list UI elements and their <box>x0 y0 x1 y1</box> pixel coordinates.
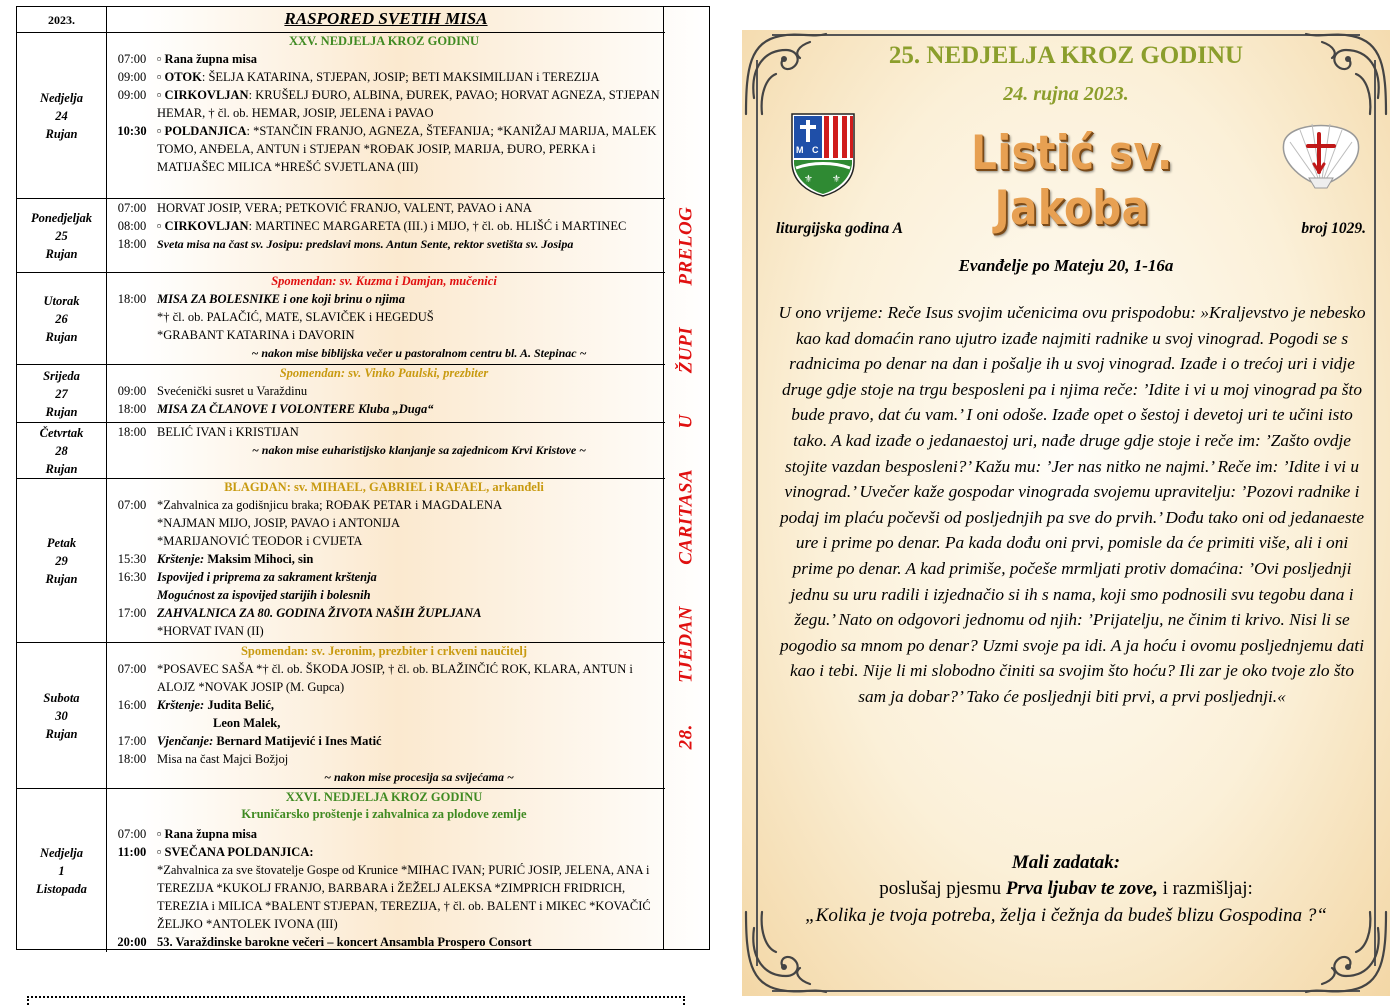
mass-time: 18:00 <box>117 237 147 251</box>
mass-time: 10:30 <box>117 124 147 138</box>
day-month: Rujan <box>45 571 78 586</box>
mass-time: 18:00 <box>117 402 147 416</box>
mass-time <box>107 308 157 326</box>
day-month: Rujan <box>45 461 78 476</box>
mass-row <box>107 122 661 176</box>
day-sunday-1 <box>17 789 665 952</box>
schedule-year: 2023. <box>17 7 107 32</box>
mass-time: 18:00 <box>117 292 147 306</box>
svg-text:⚜: ⚜ <box>804 174 813 185</box>
mass-time: 07:00 <box>117 662 147 676</box>
mass-text: Leon Malek, <box>213 716 281 730</box>
mass-row <box>107 532 661 550</box>
svg-text:⚜: ⚜ <box>832 174 841 185</box>
mass-text: MISA ZA BOLESNIKE i one koji brinu o njima <box>157 292 405 306</box>
mass-time: 18:00 <box>117 425 147 439</box>
task-title: Mali zadatak: <box>1011 852 1121 873</box>
mass-time: 17:00 <box>117 734 147 748</box>
day-monday-25 <box>17 199 665 273</box>
mass-time <box>107 586 157 604</box>
mass-row <box>107 68 661 86</box>
scallop-shell-icon <box>1278 112 1364 192</box>
mass-text: *† čl. ob. PALAČIĆ, MATE, SLAVIČEK i HEGEDUŠ <box>157 310 434 324</box>
frame-edge-bottom <box>772 990 1360 992</box>
day-date: 28 <box>55 443 68 458</box>
day-name: Ponedjeljak <box>30 210 93 225</box>
mass-time <box>107 532 157 550</box>
mass-text: HORVAT JOSIP, VERA; PETKOVIĆ FRANJO, VALENT, PAVAO i ANA <box>157 201 532 215</box>
mass-text <box>157 122 661 176</box>
mass-time: 08:00 <box>117 219 147 233</box>
mass-row <box>107 732 661 750</box>
day-name: Petak <box>46 535 77 550</box>
event-names: Maksim Mihoci, sin <box>207 552 314 566</box>
mass-text <box>157 696 661 714</box>
mass-row <box>107 217 661 235</box>
mass-row <box>107 604 661 622</box>
mass-place: ▫ OTOK <box>157 70 202 84</box>
mass-time: 20:00 <box>117 935 147 949</box>
day-thursday-28 <box>17 423 665 479</box>
day-date: 24 <box>55 108 68 123</box>
mass-text: Mogućnost za ispovijed starijih i bolesnih <box>157 588 371 602</box>
mass-row <box>107 514 661 532</box>
event-names: Judita Belić, <box>207 698 275 712</box>
caritas-week-banner <box>663 7 709 949</box>
mass-time: 07:00 <box>117 201 147 215</box>
day-label <box>17 273 107 364</box>
mass-row <box>107 441 661 459</box>
day-label <box>17 643 107 788</box>
coat-letter: C <box>812 145 819 155</box>
day-entries <box>107 273 665 364</box>
day-name: Utorak <box>43 293 80 308</box>
mass-time: 09:00 <box>117 88 147 102</box>
day-month: Rujan <box>45 329 78 344</box>
mass-note: ~ nakon mise procesija sa svijećama ~ <box>324 770 514 784</box>
mass-text: Ispovijed i priprema za sakrament krštenja <box>157 570 377 584</box>
feast-title: Spomendan: sv. Jeronim, prezbiter i crkveni naučitelj <box>240 644 528 658</box>
mass-text: Svećenički susret u Varaždinu <box>157 384 308 398</box>
day-month: Rujan <box>45 246 78 261</box>
mass-time <box>107 861 157 933</box>
mass-time: 07:00 <box>117 498 147 512</box>
mass-row <box>107 933 661 951</box>
mass-row <box>107 423 661 441</box>
mass-time <box>107 768 157 786</box>
bulletin-date: 24. rujna 2023. <box>1003 83 1129 105</box>
mass-text: ZAHVALNICA ZA 80. GODINA ŽIVOTA NAŠIH ŽUPLJANA <box>157 606 482 620</box>
day-date: 25 <box>55 228 68 243</box>
mass-row <box>107 768 661 786</box>
mass-row <box>107 714 661 732</box>
mass-note: ~ nakon mise biblijska večer u pastoralnom centru bl. A. Stepinac ~ <box>251 346 587 360</box>
day-month: Listopada <box>36 881 87 896</box>
mass-intentions: : MARTINEC MARGARETA (III.) i MIJO, † čl. ob. HLIŠĆ i MARTINEC <box>248 219 627 233</box>
mass-intentions: : KRUŠELJ ĐURO, ALBINA, ĐUREK, PAVAO; HORVAT AGNEZA, STJEPAN HEMAR, † čl. ob. HEMAR, JOSIP, JELENA i PAVAO <box>157 88 660 120</box>
mass-time: 07:00 <box>117 52 147 66</box>
mass-time <box>107 344 157 362</box>
mass-row <box>107 843 661 861</box>
mass-time: 09:00 <box>117 384 147 398</box>
day-entries <box>107 423 665 478</box>
mass-row <box>107 496 661 514</box>
day-date: 27 <box>55 386 68 401</box>
mass-text <box>157 550 661 568</box>
mass-time <box>107 326 157 344</box>
mass-text: Sveta misa na čast sv. Josipu: predslavi mons. Antun Sente, rektor svetišta sv. Josipa <box>157 237 574 251</box>
dotted-frame <box>27 996 685 1006</box>
mass-time <box>107 622 157 640</box>
schedule-grid <box>17 7 665 949</box>
day-entries <box>107 365 665 422</box>
event-names: Bernard Matijević i Ines Matić <box>216 734 382 748</box>
day-label <box>17 479 107 642</box>
mass-time: 11:00 <box>117 845 147 859</box>
mass-text: *NAJMAN MIJO, JOSIP, PAVAO i ANTONIJA <box>157 516 400 530</box>
mass-row <box>107 86 661 122</box>
mass-text <box>157 68 661 86</box>
mass-time: 07:00 <box>117 827 147 841</box>
mass-place: ▫ CIRKOVLJAN <box>157 219 249 233</box>
mass-intentions: : *STANČIN FRANJO, AGNEZA, ŠTEFANIJA; *KANIŽAJ MARIJA, MALEK TOMO, ANĐELA, ANTUN i STJEPAN *ROĐAK JOSIP, MARIJA, ĐURO, PERKA i MATIJAŠEC MILICA *HREŠĆ SVJETLANA (III) <box>157 124 657 174</box>
mass-row <box>107 326 661 344</box>
gospel-reference: Evanđelje po Mateju 20, 1-16a <box>958 256 1174 275</box>
mass-text: ▫ SVEČANA POLDANJICA: <box>157 845 314 859</box>
day-label <box>17 365 107 422</box>
mass-row <box>107 750 661 768</box>
mass-text: BELIĆ IVAN i KRISTIJAN <box>157 425 299 439</box>
day-date: 30 <box>55 708 68 723</box>
feast-title: XXV. NEDJELJA KROZ GODINU <box>288 34 480 48</box>
feast-title: XXVI. NEDJELJA KROZ GODINU <box>285 790 483 804</box>
mass-schedule-table <box>16 6 710 950</box>
schedule-title: RASPORED SVETIH MISA <box>284 9 488 28</box>
mass-time <box>107 441 157 459</box>
mass-row <box>107 400 661 418</box>
day-entries <box>107 479 665 642</box>
frame-edge-left <box>756 60 758 966</box>
task-line <box>742 878 1390 900</box>
event-type: Vjenčanje: <box>157 734 214 748</box>
day-month: Rujan <box>45 726 78 741</box>
mass-text <box>157 732 661 750</box>
day-entries <box>107 199 665 272</box>
day-date: 29 <box>55 553 68 568</box>
schedule-header <box>17 7 665 33</box>
day-month: Rujan <box>45 404 78 419</box>
mass-text: *HORVAT IVAN (II) <box>157 624 264 638</box>
coat-of-arms-icon <box>790 112 856 198</box>
mass-text: *MARIJANOVIĆ TEODOR i CVIJETA <box>157 534 363 548</box>
task-pre: poslušaj pjesmu <box>879 878 1006 899</box>
mass-row <box>107 622 661 640</box>
frame-edge-right <box>1374 60 1376 966</box>
mass-text: *Zahvalnica za sve štovatelje Gospe od Krunice *MIHAC IVAN; PURIĆ JOSIP, JELENA, ANA i TEREZIJA *KUKOLJ FRANJO, BARBARA i ŽEŽELJ ALEKSA *ZIMPRICH FRIDRICH, TEREZIA i MILICA *BALENT STJEPAN, TEREZIJA, † čl. ob. BALENT i MIKEC *KOVAČIĆ ŽELJKO *ANTOLEK IVONA (III) <box>157 863 651 931</box>
day-name: Nedjelja <box>39 90 84 105</box>
mass-text: Misa na čast Majci Božjoj <box>157 752 289 766</box>
day-entries <box>107 33 665 198</box>
liturgical-year: liturgijska godina A <box>776 220 903 237</box>
frame-edge-top <box>772 34 1360 36</box>
mass-time <box>107 714 157 732</box>
day-wednesday-27 <box>17 365 665 423</box>
mass-row <box>107 550 661 568</box>
day-name: Srijeda <box>43 368 80 383</box>
day-label <box>17 33 107 198</box>
mass-text <box>157 217 661 235</box>
feast-title: BLAGDAN: sv. MIHAEL, GABRIEL i RAFAEL, arkanđeli <box>224 480 544 494</box>
mass-text: *POSAVEC SAŠA *† čl. ob. ŠKODA JOSIP, † čl. ob. BLAŽINČIĆ ROK, KLARA, ANTUN i ALOJZ *NOVAK JOSIP (M. Gupca) <box>157 662 633 694</box>
mass-time: 16:30 <box>117 570 147 584</box>
event-type: Krštenje: <box>157 698 205 712</box>
mass-text: MISA ZA ČLANOVE I VOLONTERE Kluba „Duga“ <box>157 402 434 416</box>
mass-row <box>107 199 661 217</box>
mass-row <box>107 696 661 714</box>
day-name: Nedjelja <box>39 845 84 860</box>
mass-row <box>107 568 661 586</box>
mass-text: ▫ Rana župna misa <box>157 827 257 841</box>
feast-title: Spomendan: sv. Vinko Paulski, prezbiter <box>279 366 489 380</box>
mass-row <box>107 382 661 400</box>
caritas-week-text: 28. TJEDAN CARITASA U ŽUPI PRELOG <box>675 206 697 750</box>
mass-time: 18:00 <box>117 752 147 766</box>
gospel-text: U ono vrijeme: Reče Isus svojim učenicima ovu prispodobu: »Kraljevstvo je nebesko kao kad domaćin rano ujutro izađe najmiti radnike u svoj vinograd. Pogodi se s radnicima po denar na dan i pošalje ih u svoj vinograd. Izađe i o trećoj uri i vidje druge gdje stoje na trgu besposleni pa i njima reče: ’Idite i vi u moj vinograd pa što bude pravo, dat ću vam.’ I oni odoše. Izađe opet o šestoj i devetoj uri te učini isto tako. A kad izađe o jedanaestoj uri, nađe druge gdje stoje i reče im: ’Zašto ovdje stojite vazdan besposleni?’ Kažu mu: ’Jer nas nitko ne najmi.’ Reče im: ’Idite i vi u vinograd.’ Uvečer kaže gospodar vinograda svojemu upravitelju: ’Pozovi radnike i podaj im plaću počevši od posljednjih pa sve do prvih.’ Dođu tako oni od jedanaeste ure i prime po denar. Pa kada dođu oni prvi, pomisle da će primiti više, ali i oni prime po denar. A kad primiše, počeše mrmljati protiv domaćina: ’Ovi posljednji jednu su uru radili i izjednačio si ih s nama, koji smo podnosili svu tegobu dana i žegu.’ Nato on odgovori jednomu od njih: ’Prijatelju, ne činim ti krivo. Nisi li se pogodio sa mnom po denar? Uzmi svoje pa idi. A ja hoću i ovomu posljednjemu dati kao i tebi. Nije li mi slobodno činiti sa svojim što hoću? Ili zar je oko tvoje zlo što sam ja dobar?’ Tako će posljednji biti prvi, a prvi posljednji.« <box>778 303 1366 706</box>
mass-time: 16:00 <box>117 698 147 712</box>
feast-subtitle: Kruničarsko proštenje i zahvalnica za plodove zemlje <box>241 807 527 821</box>
bulletin-title: 25. NEDJELJA KROZ GODINU <box>888 42 1244 69</box>
parish-bulletin <box>742 30 1390 996</box>
mass-row <box>107 50 661 68</box>
mass-text: *Zahvalnica za godišnjicu braka; ROĐAK PETAR i MAGDALENA <box>157 498 503 512</box>
day-saturday-30 <box>17 643 665 789</box>
mass-time: 09:00 <box>117 70 147 84</box>
mass-time: 17:00 <box>117 606 147 620</box>
mass-row <box>107 586 661 604</box>
mass-intentions: : ŠELJA KATARINA, STJEPAN, JOSIP; BETI MAKSIMILIJAN i TEREZIJA <box>201 70 600 84</box>
mass-place: ▫ POLDANJICA <box>157 124 247 138</box>
mass-row <box>107 235 661 253</box>
day-date: 26 <box>55 311 68 326</box>
day-sunday-24 <box>17 33 665 199</box>
day-month: Rujan <box>45 126 78 141</box>
mass-row <box>107 308 661 326</box>
mass-time: 15:30 <box>117 552 147 566</box>
mass-row <box>107 861 661 933</box>
issue-number: broj 1029. <box>1301 220 1366 237</box>
mass-row <box>107 290 661 308</box>
day-label <box>17 423 107 478</box>
day-label <box>17 199 107 272</box>
mass-text: *GRABANT KATARINA i DAVORIN <box>157 328 355 342</box>
mass-row <box>107 660 661 696</box>
coat-letter: M <box>796 145 804 155</box>
day-entries <box>107 789 665 952</box>
mass-time <box>107 514 157 532</box>
task-question: „Kolika je tvoja potreba, želja i čežnja da budeš blizu Gospodina ?“ <box>805 905 1327 926</box>
bulletin-brand-title: Listić sv. Jakoba <box>971 126 1173 236</box>
day-date: 1 <box>58 863 65 878</box>
mass-text <box>157 86 661 122</box>
day-tuesday-26 <box>17 273 665 365</box>
mass-place: ▫ CIRKOVLJAN <box>157 88 249 102</box>
mass-text: 53. Varaždinske barokne večeri – koncert Ansambla Prospero Consort <box>157 935 532 949</box>
day-name: Četvrtak <box>39 425 84 440</box>
song-title: Prva ljubav te zove, <box>1005 878 1158 899</box>
mass-note: ~ nakon mise euharistijsko klanjanje sa zajednicom Krvi Kristove ~ <box>251 443 587 457</box>
day-entries <box>107 643 665 788</box>
feast-title: Spomendan: sv. Kuzma i Damjan, mučenici <box>271 274 497 288</box>
event-type: Krštenje: <box>157 552 205 566</box>
day-label <box>17 789 107 952</box>
mass-row <box>107 825 661 843</box>
mass-text: ▫ Rana župna misa <box>157 52 257 66</box>
task-post: i razmišljaj: <box>1157 878 1253 899</box>
day-name: Subota <box>43 690 80 705</box>
mass-row <box>107 344 661 362</box>
day-friday-29 <box>17 479 665 643</box>
